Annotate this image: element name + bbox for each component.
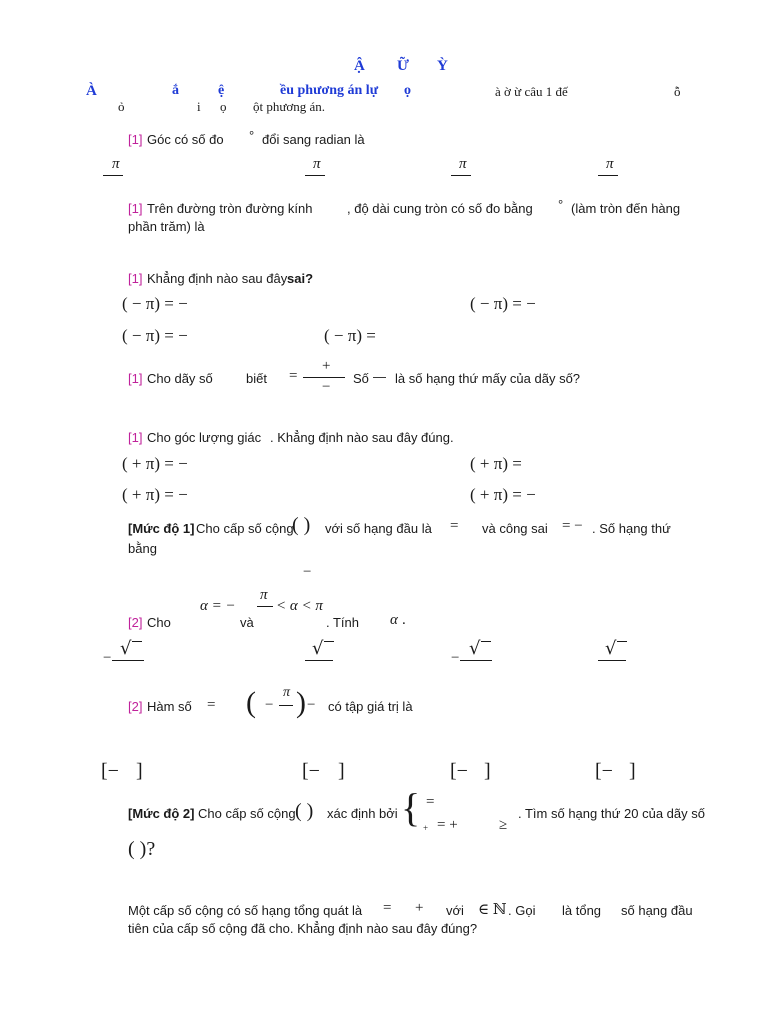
question-text-rest: có tập giá trị là — [328, 699, 413, 714]
pi-numerator: π — [260, 587, 268, 603]
section-char-i: i — [197, 99, 201, 114]
equals-sign: = — [383, 900, 392, 916]
fraction-bar — [257, 606, 273, 607]
section-char-b: ắ — [172, 83, 179, 98]
option-c-open: [− — [450, 760, 468, 782]
option-a-close: ] — [136, 760, 143, 782]
option-a-formula: ( + π) = − — [122, 454, 188, 473]
option-b-formula: ( + π) = — [470, 454, 522, 473]
after-minus: − — [307, 697, 316, 713]
option-a-sqrt-icon: √ — [120, 638, 132, 659]
natural-set: ∈ ℕ — [478, 902, 507, 918]
system-line-1: = — [426, 794, 435, 810]
question-text-2: với số hạng đầu là — [325, 521, 432, 536]
question-tag: [1] — [128, 132, 143, 147]
question-tag: [1] — [128, 271, 143, 286]
question-text-rest: (làm tròn đến hàng — [571, 201, 681, 216]
question-tag: [1] — [128, 371, 143, 386]
fraction-bar — [279, 705, 293, 706]
section-char-g: ỗ — [674, 84, 681, 99]
degree-symbol: ° — [558, 197, 564, 212]
question-text: Cho — [147, 615, 171, 630]
sequence-parens: ( ) — [292, 514, 311, 536]
option-c-minus: − — [451, 650, 460, 666]
system-subscript: + — [423, 823, 429, 833]
system-brace: { — [401, 785, 421, 830]
question-text-2: xác định bởi — [327, 806, 398, 821]
option-a-pi: π — [112, 156, 120, 172]
option-a-formula: ( − π) = − — [122, 294, 188, 313]
option-d-sqrt-icon: √ — [605, 638, 617, 659]
alpha-symbol: α — [390, 612, 398, 628]
option-c-pi: π — [459, 156, 467, 172]
option-d-pi: π — [606, 156, 614, 172]
option-b-close: ] — [338, 760, 345, 782]
title-char-1: Ậ — [354, 58, 365, 74]
option-c-formula: ( − π) = − — [122, 326, 188, 345]
fraction-dash: — — [373, 369, 386, 384]
question-text-rest: số hạng đầu — [621, 903, 693, 918]
section-text-k: ột phương án. — [253, 99, 326, 114]
section-char-h: ỏ — [118, 99, 125, 114]
option-d-fraction-bar — [598, 175, 618, 176]
question-tag: [Mức độ 1] — [128, 521, 195, 536]
sequence-parens: ( ) — [295, 800, 314, 822]
option-c-fraction-bar — [460, 660, 492, 661]
section-char-c: ệ — [218, 83, 225, 98]
section-char-e: ọ — [404, 83, 411, 98]
left-paren: ( — [246, 686, 256, 719]
section-text-f: à ờ ừ câu 1 đế — [495, 84, 568, 99]
option-a-minus: − — [103, 650, 112, 666]
option-b-open: [− — [302, 760, 320, 782]
option-b-sqrt-icon: √ — [312, 638, 324, 659]
right-paren: ) — [296, 686, 306, 719]
fraction-numerator: + — [322, 358, 331, 374]
question-text-4: . Số hạng thứ — [592, 521, 671, 536]
question-text: Một cấp số cộng có số hạng tổng quát là — [128, 903, 363, 918]
geq-symbol: ≥ — [499, 817, 508, 833]
option-b-formula: ( − π) = − — [470, 294, 536, 313]
option-a-fraction-bar — [103, 175, 123, 176]
question-text-rest: đổi sang radian là — [262, 132, 365, 147]
question-text: Khẳng định nào sau đây — [147, 271, 288, 286]
option-d-sqrt-bar — [617, 641, 627, 642]
question-tag: [1] — [128, 430, 143, 445]
question-text-goi: . Gọi — [508, 903, 536, 918]
question-text-line2: bằng — [128, 541, 157, 556]
option-d-formula: ( − π) = — [324, 326, 376, 345]
question-tag: [2] — [128, 615, 143, 630]
option-a-sqrt-bar — [132, 641, 142, 642]
question-text-bold: sai? — [287, 271, 314, 286]
plus-sign: + — [415, 900, 424, 916]
question-text: Góc có số đo — [147, 132, 224, 147]
question-tag: [Mức độ 2] — [128, 806, 195, 821]
option-a-fraction-bar — [112, 660, 144, 661]
question-text: Trên đường tròn đường kính — [147, 201, 313, 216]
section-char-a: À — [86, 83, 97, 99]
inner-minus: − — [265, 697, 274, 713]
degree-symbol: ° — [249, 128, 255, 143]
question-text: Hàm số — [147, 699, 192, 714]
option-c-sqrt-icon: √ — [469, 638, 481, 659]
option-b-fraction-bar — [305, 175, 325, 176]
option-c-sqrt-bar — [481, 641, 491, 642]
question-tag: [2] — [128, 699, 143, 714]
option-b-fraction-bar — [305, 660, 333, 661]
option-a-open: [− — [101, 760, 119, 782]
option-c-close: ] — [484, 760, 491, 782]
period: . — [402, 612, 406, 628]
question-text-rest: là số hạng thứ mấy của dãy số? — [395, 371, 581, 386]
question-text-rest: . Tìm số hạng thứ 20 của dãy số — [518, 806, 705, 821]
equals-sign-1: = — [450, 518, 459, 534]
equals-sign: = — [289, 368, 298, 384]
question-text-2: , độ dài cung tròn có số đo bằng — [347, 201, 533, 216]
question-text-line2: phần trăm) là — [128, 219, 205, 234]
inequality: < α < π — [276, 598, 323, 614]
question-tag: [1] — [128, 201, 143, 216]
option-c-formula: ( + π) = − — [122, 485, 188, 504]
question-text-line2: tiên của cấp số cộng đã cho. Khẳng định nào sau đây đúng? — [128, 921, 478, 936]
option-c-fraction-bar — [451, 175, 471, 176]
fraction-bar — [303, 377, 345, 378]
alpha-equation: α = − — [200, 598, 236, 614]
question-text: Cho dãy số — [147, 371, 213, 386]
section-char-j: ọ — [220, 99, 227, 114]
system-line-2: = + — [437, 817, 458, 833]
option-d-formula: ( + π) = − — [470, 485, 536, 504]
question-text: Cho cấp số cộng — [198, 806, 296, 821]
question-text-line2: ( )? — [128, 838, 156, 860]
question-text: Cho cấp số cộng — [196, 521, 294, 536]
section-text-d: ều phương án lự — [280, 83, 379, 98]
question-text-voi: với — [446, 903, 464, 918]
question-text-so: Số — [353, 371, 369, 386]
question-text-la: là tổng — [562, 903, 602, 918]
question-text-know: biết — [246, 371, 267, 386]
equals-sign: = — [207, 697, 216, 713]
option-d-fraction-bar — [598, 660, 626, 661]
option-d-close: ] — [629, 760, 636, 782]
option-b-sqrt-bar — [324, 641, 334, 642]
question-text-va: và — [240, 615, 254, 630]
answer-minus: − — [303, 564, 312, 580]
pi-numerator: π — [283, 685, 291, 700]
option-b-pi: π — [313, 156, 321, 172]
equals-sign-2: = − — [562, 518, 583, 534]
title-char-2: Ữ — [397, 58, 409, 74]
option-d-open: [− — [595, 760, 613, 782]
question-text-3: và công sai — [482, 521, 548, 536]
title-char-3: Ỳ — [437, 58, 448, 74]
question-text-rest: . Khẳng định nào sau đây đúng. — [270, 430, 454, 445]
question-text-tinh: . Tính — [326, 615, 360, 630]
fraction-denominator: − — [322, 379, 331, 395]
question-text: Cho góc lượng giác — [147, 430, 262, 445]
